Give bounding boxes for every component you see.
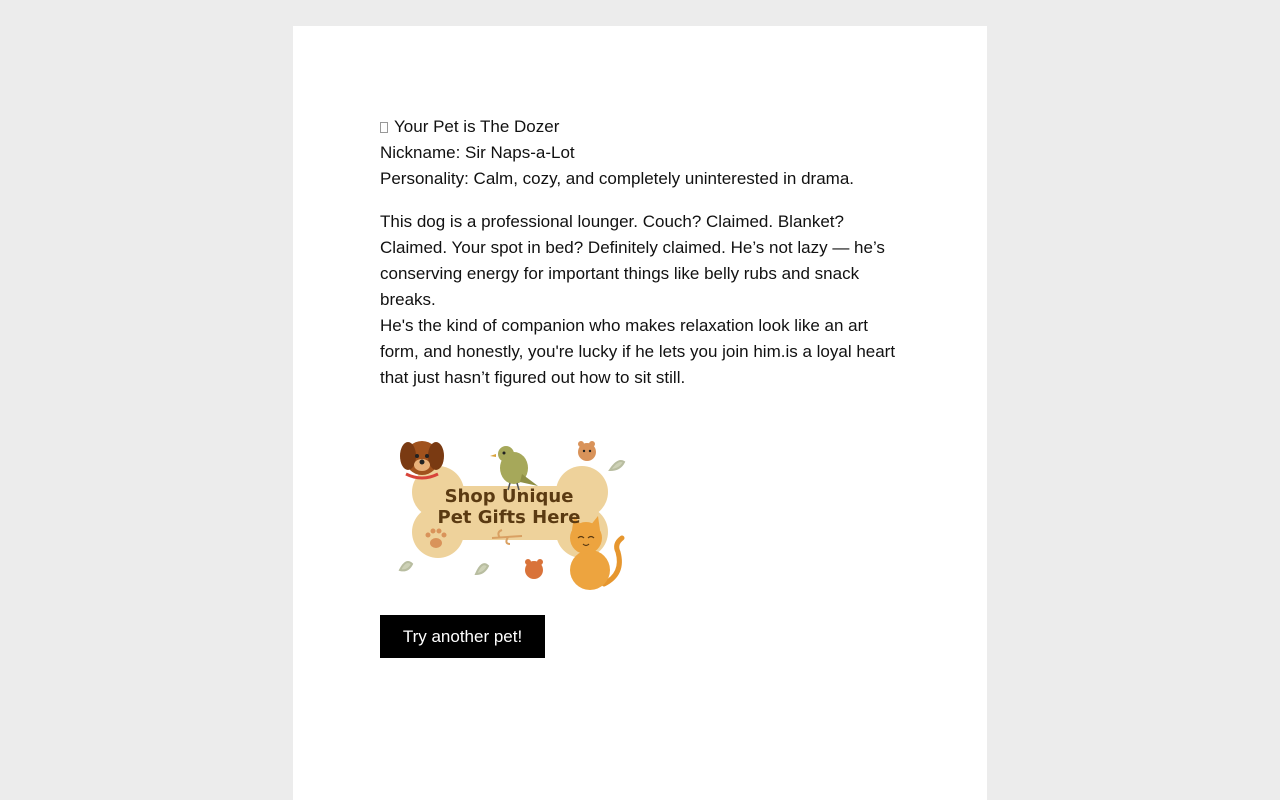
bird-icon [490, 446, 538, 490]
description-paragraph-1: This dog is a professional lounger. Couch? Claimed. Blanket? Claimed. Your spot in bed? Definitely claimed. He’s not lazy — he’s conserving energy for important things like belly rubs and snack breaks. [380, 212, 885, 309]
banner-line-2: Pet Gifts Here [437, 507, 581, 528]
try-another-pet-button[interactable]: Try another pet! [380, 615, 545, 658]
banner-line-1: Shop Unique [444, 486, 574, 507]
personality-line: Personality: Calm, cozy, and completely uninterested in drama. [380, 169, 855, 188]
missing-glyph-icon [380, 122, 388, 133]
result-content [380, 114, 900, 646]
result-card [293, 26, 987, 800]
description-paragraph-2: He's the kind of companion who makes relaxation look like an art form, and honestly, you're lucky if he lets you join him.is a loyal heart that just hasn’t figured out how to sit still. [380, 316, 896, 387]
hamster-icon [578, 441, 596, 461]
nickname-line: Nickname: Sir Naps-a-Lot [380, 143, 575, 162]
result-title [380, 114, 900, 140]
hamster-icon-small [525, 559, 543, 579]
result-title-text: Your Pet is The Dozer [394, 117, 560, 136]
description [380, 209, 900, 391]
shop-gifts-banner[interactable] [392, 434, 628, 598]
